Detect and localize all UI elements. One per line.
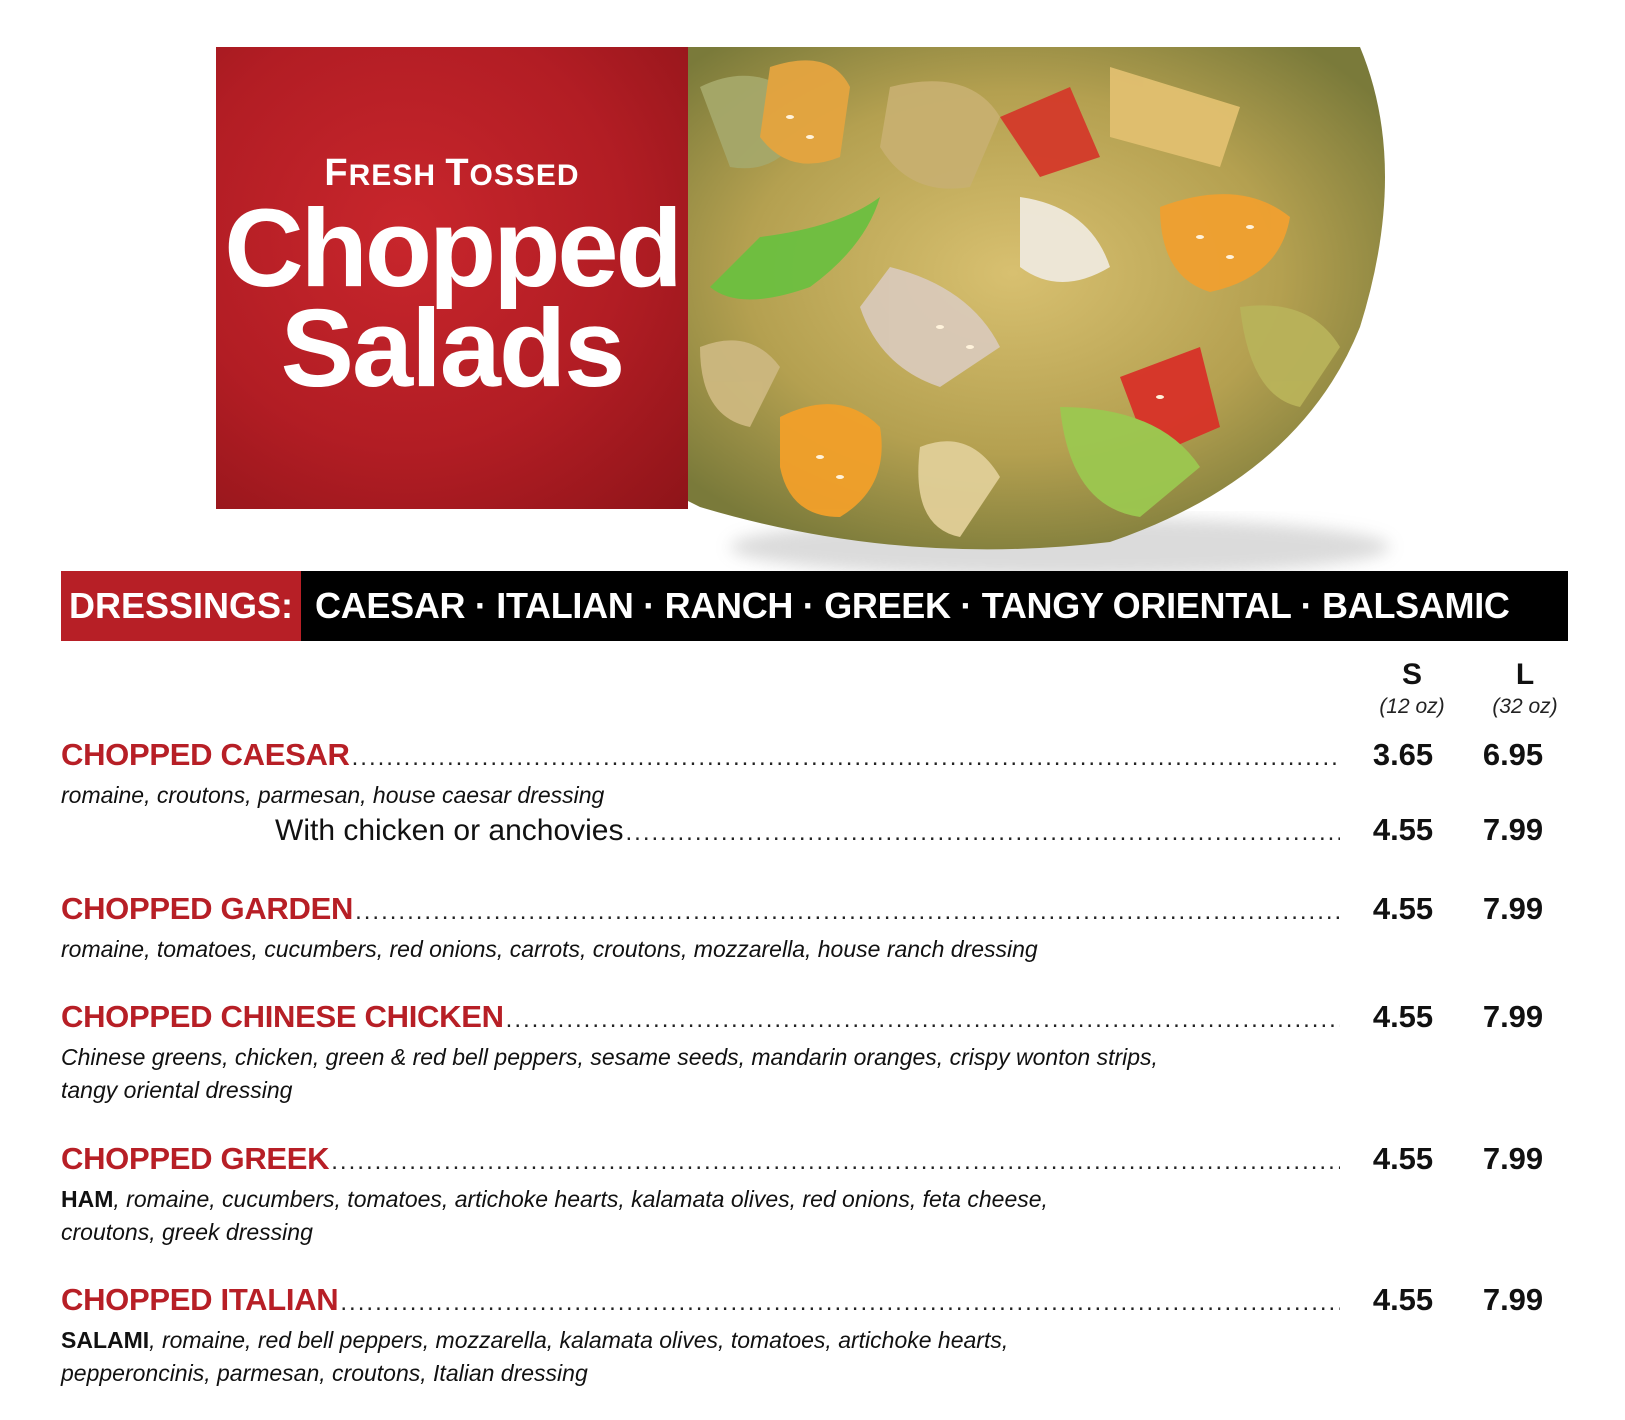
dot-leader bbox=[506, 1006, 1340, 1034]
item-description-line1: Chinese greens, chicken, green & red bell peppers, sesame seeds, mandarin oranges, crispy wonton strips, bbox=[61, 1044, 1158, 1070]
dot-leader bbox=[626, 819, 1341, 847]
item-description: romaine, croutons, parmesan, house caesar dressing bbox=[61, 782, 605, 808]
title-banner bbox=[216, 47, 688, 509]
banner-title-line2: Salads bbox=[280, 287, 624, 410]
item-description-line1: HAM, romaine, cucumbers, tomatoes, artichoke hearts, kalamata olives, red onions, feta cheese, bbox=[61, 1186, 1048, 1212]
item-description-line2: croutons, greek dressing bbox=[61, 1219, 313, 1245]
item-name: CHOPPED ITALIAN bbox=[61, 1282, 339, 1317]
dot-leader bbox=[355, 898, 1340, 926]
item-description-line1: SALAMI, romaine, red bell peppers, mozzarella, kalamata olives, tomatoes, artichoke hearts, bbox=[61, 1327, 1009, 1353]
column-small-header: S (12 oz) bbox=[1379, 658, 1445, 718]
menu-item-italian bbox=[61, 1282, 1568, 1390]
price-small: 3.65 bbox=[1372, 737, 1434, 772]
protein-label: HAM bbox=[61, 1186, 114, 1212]
price-large: 7.99 bbox=[1482, 1141, 1544, 1176]
price-small: 4.55 bbox=[1372, 891, 1434, 926]
dot-leader bbox=[352, 744, 1340, 772]
item-description: romaine, tomatoes, cucumbers, red onions, carrots, croutons, mozzarella, house ranch dressing bbox=[61, 936, 1038, 962]
menu-item-chinese-chicken bbox=[61, 999, 1568, 1107]
menu-subitem-with-chicken bbox=[275, 812, 1568, 858]
price-large: 6.95 bbox=[1482, 737, 1544, 772]
price-small: 4.55 bbox=[1372, 999, 1434, 1034]
column-large-header: L (32 oz) bbox=[1492, 658, 1558, 718]
item-name: CHOPPED CHINESE CHICKEN bbox=[61, 999, 504, 1034]
price-large: 7.99 bbox=[1482, 1282, 1544, 1317]
item-name: CHOPPED GREEK bbox=[61, 1141, 330, 1176]
protein-label: SALAMI bbox=[61, 1327, 150, 1353]
item-name: CHOPPED GARDEN bbox=[61, 891, 354, 926]
item-name: CHOPPED CAESAR bbox=[61, 737, 350, 772]
item-description-line2: pepperoncinis, parmesan, croutons, Italian dressing bbox=[61, 1360, 588, 1386]
dot-leader bbox=[340, 1289, 1340, 1317]
salad-photo bbox=[640, 47, 1430, 572]
dot-leader bbox=[331, 1148, 1340, 1176]
menu-item-garden bbox=[61, 891, 1568, 966]
price-small: 4.55 bbox=[1372, 1141, 1434, 1176]
dressings-list: CAESAR · ITALIAN · RANCH · GREEK · TANGY ORIENTAL · BALSAMIC bbox=[301, 571, 1568, 641]
banner-title-line1: Chopped bbox=[224, 187, 680, 310]
price-large: 7.99 bbox=[1482, 891, 1544, 926]
price-large: 7.99 bbox=[1482, 812, 1544, 847]
dressings-bar bbox=[61, 571, 1568, 641]
menu-item-caesar bbox=[61, 737, 1568, 858]
dressings-label: DRESSINGS: bbox=[61, 571, 301, 641]
banner-subtitle: FRESH TOSSED bbox=[324, 152, 580, 194]
subitem-name: With chicken or anchovies bbox=[275, 814, 624, 847]
item-description-line2: tangy oriental dressing bbox=[61, 1077, 293, 1103]
price-small: 4.55 bbox=[1372, 812, 1434, 847]
menu-item-greek bbox=[61, 1141, 1568, 1249]
price-small: 4.55 bbox=[1372, 1282, 1434, 1317]
price-large: 7.99 bbox=[1482, 999, 1544, 1034]
